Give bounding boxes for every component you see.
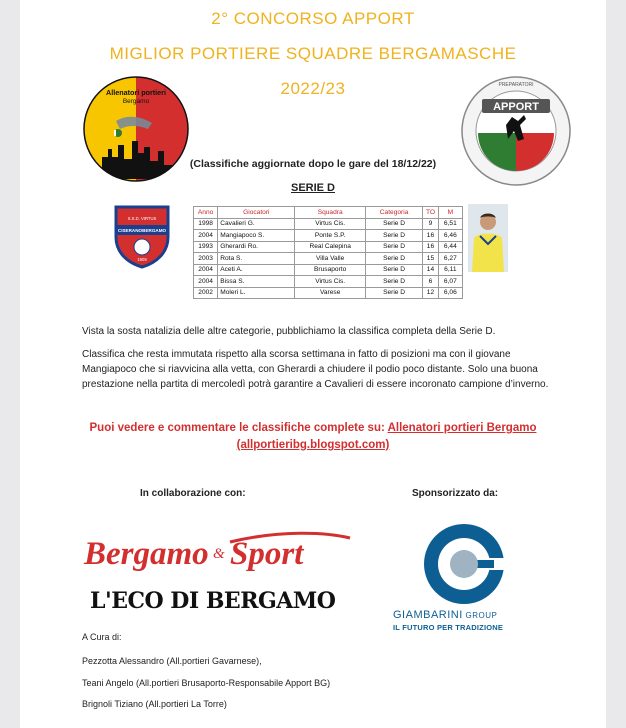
- cell-anno: 2004: [194, 230, 218, 242]
- standings-row: [194, 241, 463, 253]
- commentary-paragraph: Classifica che resta immutata rispetto alla scorsa settimana in fatto di posizioni ma con il giovane Mangiapoco che si riavvicina alla vetta, con Gherardi a chiudere il podio poco distante. Solo una buona prestazione nella partita di mercoledì potrà garantire a Cavalieri di essere incoronato campione d’inverno.: [82, 349, 549, 390]
- cell-giocatore: Aceti A.: [218, 264, 295, 276]
- cell-squadra: Varese: [295, 287, 366, 299]
- giambarini-wordmark: GIAMBARINI: [393, 609, 463, 621]
- cell-anno: 2004: [194, 276, 218, 288]
- curator-1: Pezzotta Alessandro (All.portieri Gavarnese),: [82, 656, 262, 666]
- contest-title: 2° CONCORSO APPORT: [211, 9, 415, 28]
- cell-to: 14: [423, 264, 438, 276]
- cell-to: 15: [423, 253, 438, 265]
- intro-paragraph: Vista la sosta natalizia delle altre categorie, pubblichiamo la classifica completa della Serie D.: [82, 326, 496, 337]
- ll2-text: Bergamo: [122, 98, 150, 105]
- col-categoria: Categoria: [365, 207, 422, 219]
- cell-categoria: Serie D: [365, 218, 422, 230]
- contest-subtitle: MIGLIOR PORTIERE SQUADRE BERGAMASCHE: [109, 44, 517, 63]
- cell-categoria: Serie D: [365, 253, 422, 265]
- cell-to: 16: [423, 230, 438, 242]
- cell-categoria: Serie D: [365, 276, 422, 288]
- cell-to: 16: [423, 241, 438, 253]
- cell-to: 6: [423, 276, 438, 288]
- collaboration-label: In collaborazione con:: [140, 488, 246, 499]
- cell-giocatore: Moleri L.: [218, 287, 295, 299]
- standings-row: [194, 287, 463, 299]
- blog-link[interactable]: Allenatori portieri Bergamo: [387, 422, 537, 434]
- virtus-ciserano-logo: [112, 203, 172, 269]
- apport-logo: [460, 75, 572, 187]
- standings-row: [194, 253, 463, 265]
- cell-categoria: Serie D: [365, 264, 422, 276]
- col-squadra: Squadra: [295, 207, 366, 219]
- col-anno: Anno: [194, 207, 218, 219]
- cell-anno: 1993: [194, 241, 218, 253]
- cell-m: 6,44: [438, 241, 462, 253]
- cell-m: 6,51: [438, 218, 462, 230]
- season-label: 2022/23: [280, 79, 346, 98]
- bs2-text: &: [213, 546, 225, 562]
- cell-squadra: Brusaporto: [295, 264, 366, 276]
- svg-text:S.S.D. VIRTUS: S.S.D. VIRTUS: [127, 216, 157, 221]
- col-to: TO: [423, 207, 438, 219]
- poster-page: [20, 0, 606, 728]
- eco-di-bergamo-logo: L'ECO DI BERGAMO: [90, 588, 336, 614]
- update-note: (Classifiche aggiornate dopo le gare del 18/12/22): [189, 158, 437, 170]
- player-photo: [468, 204, 508, 272]
- cell-anno: 1998: [194, 218, 218, 230]
- cell-to: 12: [423, 287, 438, 299]
- ll1-text: Allenatori portieri: [106, 88, 166, 97]
- cell-anno: 2003: [194, 253, 218, 265]
- cell-giocatore: Cavalieri G.: [218, 218, 295, 230]
- curator-2: Teani Angelo (All.portieri Brusaporto-Responsabile Apport BG): [82, 678, 331, 688]
- cell-squadra: Virtus Cis.: [295, 276, 366, 288]
- standings-row: [194, 218, 463, 230]
- svg-text:PREPARATORI: PREPARATORI: [498, 82, 534, 88]
- cell-giocatore: Bissa S.: [218, 276, 295, 288]
- bergamo-sport-logo: [80, 528, 356, 576]
- cell-anno: 2002: [194, 287, 218, 299]
- standings-row: [194, 276, 463, 288]
- giambarini-name: [393, 609, 497, 621]
- cell-anno: 2004: [194, 264, 218, 276]
- col-m: M: [438, 207, 462, 219]
- cell-giocatore: Mangiapoco S.: [218, 230, 295, 242]
- sponsor-label: Sponsorizzato da:: [412, 488, 499, 499]
- cta-line: [20, 420, 606, 436]
- col-giocatori: Giocatori: [218, 207, 295, 219]
- bs3-text: Sport: [230, 536, 304, 572]
- curator-3: Brignoli Tiziano (All.portieri La Torre): [82, 699, 227, 709]
- cell-squadra: Real Calepina: [295, 241, 366, 253]
- svg-text:1909: 1909: [137, 257, 147, 262]
- cell-giocatore: Gherardi Ro.: [218, 241, 295, 253]
- curated-label: A Cura di:: [82, 632, 122, 642]
- cell-m: 6,11: [438, 264, 462, 276]
- cell-squadra: Ponte S.P.: [295, 230, 366, 242]
- giambarini-logo: [416, 520, 512, 608]
- cell-squadra: Villa Valle: [295, 253, 366, 265]
- standings-row: [194, 264, 463, 276]
- cell-m: 6,07: [438, 276, 462, 288]
- svg-text:CISERANOBERGAMO: CISERANOBERGAMO: [117, 228, 167, 233]
- cell-m: 6,27: [438, 253, 462, 265]
- cell-to: 9: [423, 218, 438, 230]
- blog-url-link[interactable]: (allportieribg.blogspot.com): [236, 439, 390, 451]
- lr1-text: APPORT: [493, 101, 539, 113]
- cell-m: 6,06: [438, 287, 462, 299]
- cell-squadra: Virtus Cis.: [295, 218, 366, 230]
- standings-row: [194, 230, 463, 242]
- cta-url-line: [20, 437, 606, 453]
- standings-table: [193, 206, 463, 299]
- cell-m: 6,46: [438, 230, 462, 242]
- bs1-text: Bergamo: [84, 536, 209, 572]
- cell-categoria: Serie D: [365, 287, 422, 299]
- cell-categoria: Serie D: [365, 241, 422, 253]
- cta-prefix: Puoi vedere e commentare le classifiche complete su:: [89, 422, 388, 434]
- giambarini-group: GROUP: [462, 611, 498, 620]
- cell-giocatore: Rota S.: [218, 253, 295, 265]
- cell-categoria: Serie D: [365, 230, 422, 242]
- standings-header-row: [194, 207, 463, 219]
- serie-title: SERIE D: [290, 182, 335, 194]
- giambarini-slogan: IL FUTURO PER TRADIZIONE: [393, 623, 504, 632]
